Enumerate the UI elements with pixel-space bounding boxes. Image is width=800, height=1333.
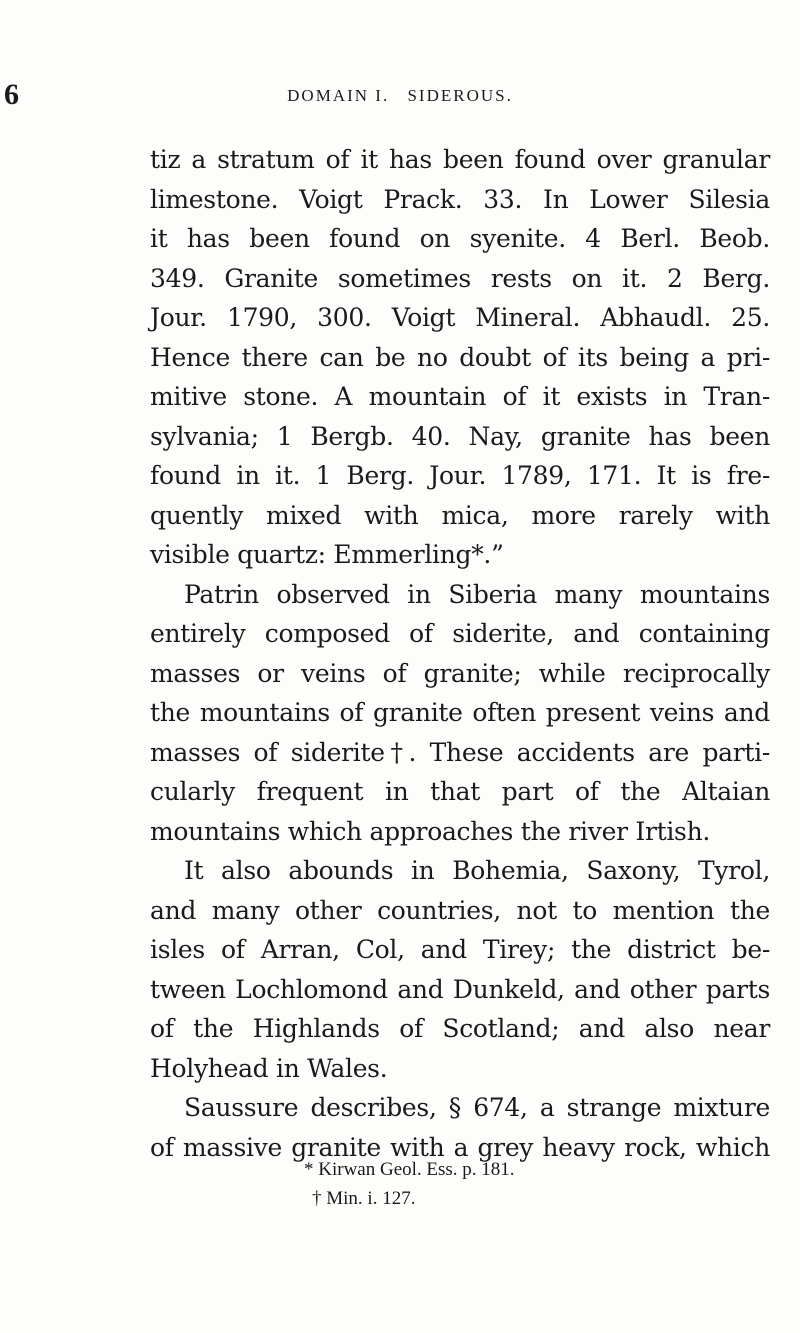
text-line: isles of Arran, Col, and Tirey; the district be- [150, 935, 770, 964]
text-line: of massive granite with a grey heavy rock, which [150, 1132, 770, 1162]
running-head-right: SIDEROUS. [407, 86, 513, 105]
text-line: Holyhead in Wales. [150, 1053, 388, 1083]
text-line: It also abounds in Bohemia, Saxony, Tyrol, [184, 856, 770, 885]
text-line: sylvania; 1 Bergb. 40. Nay, granite has been [150, 421, 770, 451]
text-line: masses of siderite†. These accidents are parti- [150, 737, 770, 767]
text-line: limestone. Voigt Prack. 33. In Lower Silesia [150, 184, 770, 214]
text-line: masses or veins of granite; while reciprocally [150, 658, 770, 688]
text-line: cularly frequent in that part of the Altaian [150, 777, 770, 806]
body-text [150, 140, 770, 1167]
footnotes [150, 1155, 770, 1213]
page-number: 6 [4, 78, 19, 111]
text-line: Hence there can be no doubt of its being a pri- [150, 342, 770, 372]
text-line: of the Highlands of Scotland; and also near [150, 1014, 770, 1043]
footnote-1: * Kirwan Geol. Ess. p. 181. [304, 1159, 515, 1180]
running-head [0, 86, 800, 106]
text-line: Saussure describes, § 674, a strange mixture [184, 1093, 770, 1122]
text-line: quently mixed with mica, more rarely with [150, 500, 770, 530]
text-line: Patrin observed in Siberia many mountains [184, 579, 770, 609]
text-line: found in it. 1 Berg. Jour. 1789, 171. It is fre- [150, 461, 770, 490]
text-line: tiz a stratum of it has been found over granular [150, 145, 770, 174]
running-head-left: DOMAIN I. [287, 86, 390, 105]
text-line: Jour. 1790, 300. Voigt Mineral. Abhaudl. 25. [150, 303, 770, 332]
text-line: entirely composed of siderite, and containing [150, 619, 770, 648]
text-line: mitive stone. A mountain of it exists in Tran- [150, 382, 770, 411]
text-line: 349. Granite sometimes rests on it. 2 Berg. [150, 263, 770, 293]
text-line: visible quartz: Emmerling*.” [150, 540, 504, 569]
text-line: tween Lochlomond and Dunkeld, and other parts [150, 974, 770, 1004]
text-line: mountains which approaches the river Irtish. [150, 816, 711, 846]
footnote-2: † Min. i. 127. [312, 1188, 416, 1209]
running-head-separator [395, 86, 401, 105]
text-line: it has been found on syenite. 4 Berl. Beob. [150, 224, 770, 253]
text-line: and many other countries, not to mention the [150, 895, 770, 925]
text-line: the mountains of granite often present veins and [150, 698, 770, 727]
